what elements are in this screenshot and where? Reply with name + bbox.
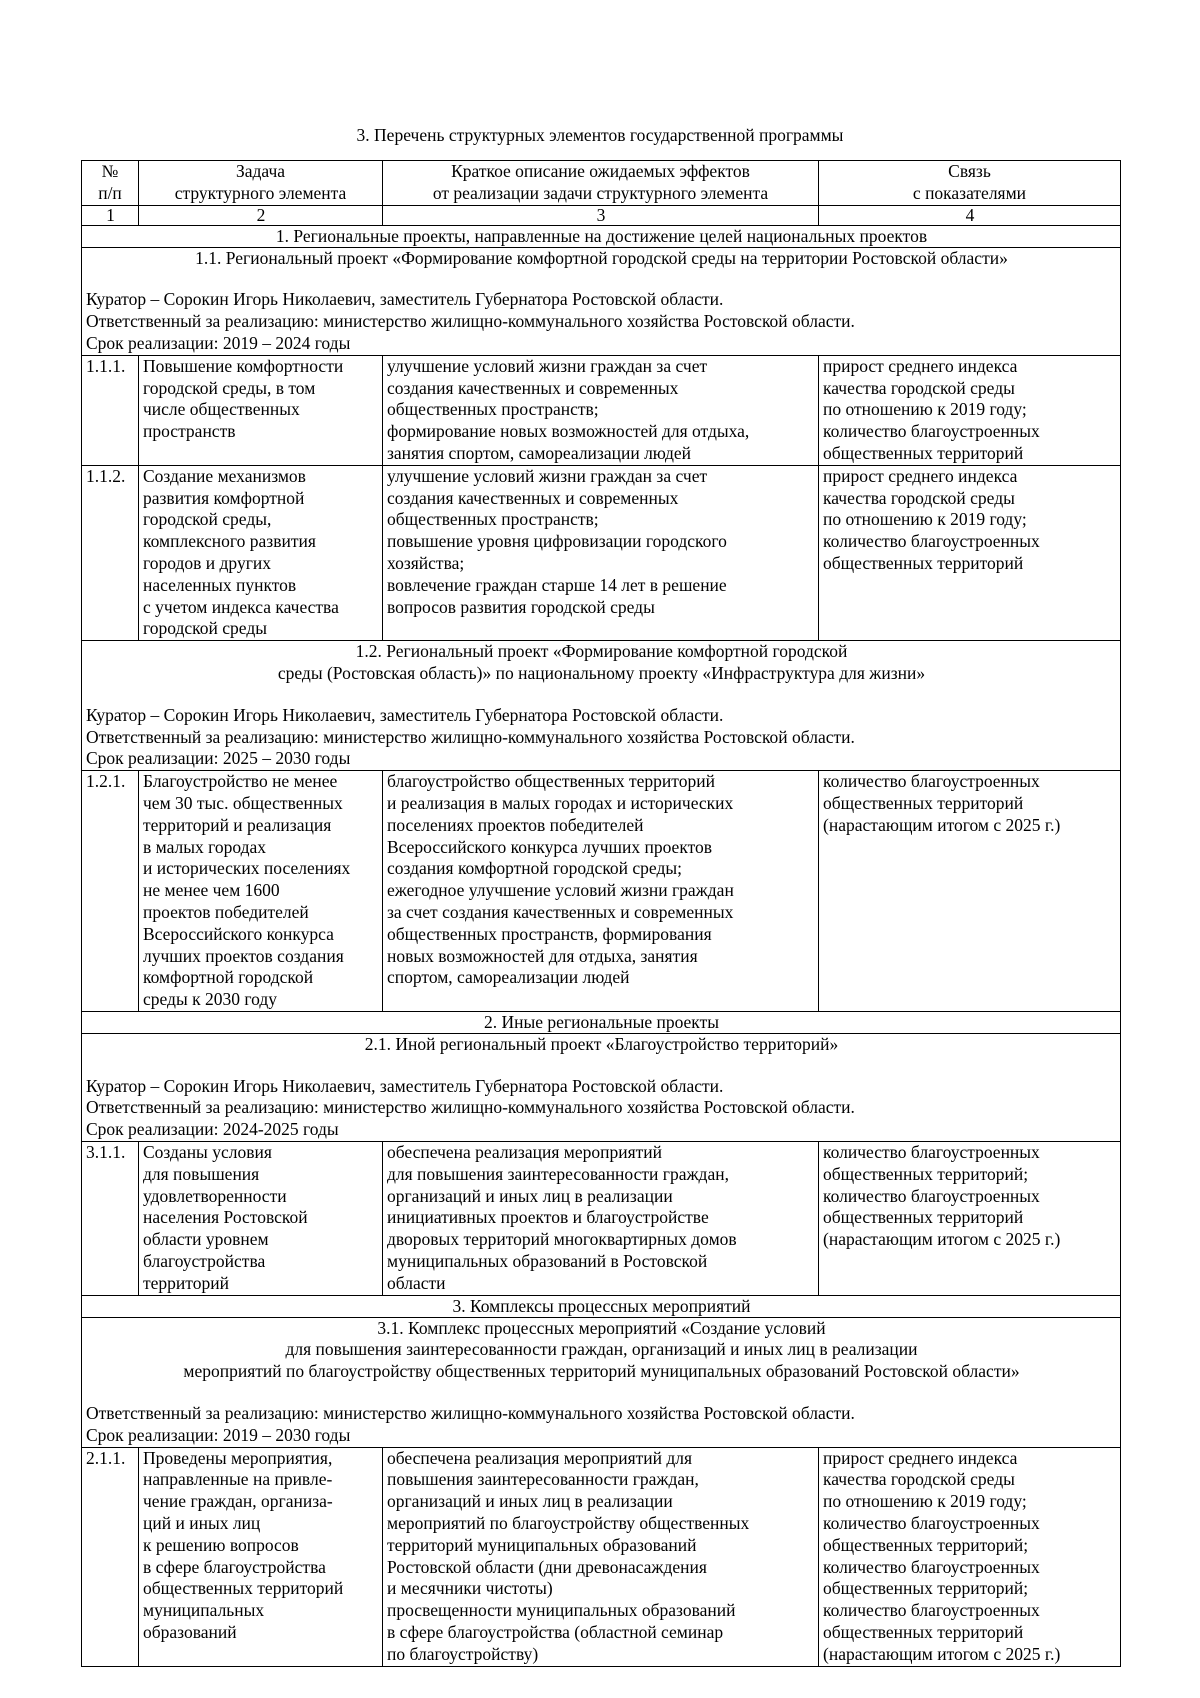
text-line: и реализация в малых городах и исторических (387, 792, 734, 813)
text-line: территорий (143, 1272, 229, 1293)
row-number: 1.2.1. (82, 771, 139, 1012)
text-line: прирост среднего индекса (823, 355, 1018, 376)
text-line: (нарастающим итогом с 2025 г.) (823, 1643, 1061, 1664)
column-number: 2 (139, 205, 383, 225)
row-indicators (819, 1447, 1121, 1666)
text-line: не менее чем 1600 (143, 880, 280, 901)
row-number: 3.1.1. (82, 1142, 139, 1296)
text-line: занятия спортом, самореализации людей (387, 442, 692, 463)
text-line: повышения заинтересованности граждан, (387, 1469, 699, 1490)
text-line: ежегодное улучшение условий жизни граждан (387, 880, 734, 901)
text-line: общественных территорий; (823, 1163, 1029, 1184)
row-indicators (819, 1142, 1121, 1296)
text-line: организаций и иных лиц в реализации (387, 1491, 673, 1512)
project-row (82, 1317, 1121, 1447)
text-line: от реализации задачи структурного элемента (432, 182, 769, 203)
text-line: среды к 2030 году (143, 989, 277, 1010)
table-row (82, 1447, 1121, 1666)
text-line: благоустройства (143, 1251, 266, 1272)
text-line: общественных территорий (823, 442, 1024, 463)
project-curator: Куратор – Сорокин Игорь Николаевич, заместитель Губернатора Ростовской области. (86, 704, 724, 725)
project-title (86, 1034, 1117, 1056)
text-line: образований (143, 1622, 237, 1643)
text-line: в сфере благоустройства (областной семинар (387, 1622, 724, 1643)
text-line: 2.1. Иной региональный проект «Благоустройство территорий» (364, 1033, 839, 1054)
project-responsible: Ответственный за реализацию: министерство жилищно-коммунального хозяйства Ростовской области. (86, 1403, 855, 1424)
text-line: обеспечена реализация мероприятий для (387, 1447, 693, 1468)
text-line: благоустройство общественных территорий (387, 771, 715, 792)
text-line: городской среды, в том (143, 377, 316, 398)
text-line: населения Ростовской (143, 1207, 308, 1228)
section-row (82, 225, 1121, 247)
column-number: 3 (383, 205, 819, 225)
text-line: в малых городах (143, 836, 267, 857)
text-line: общественных пространств; (387, 509, 599, 530)
text-line: области (387, 1272, 446, 1293)
header-indicators (819, 161, 1121, 206)
text-line: обеспечена реализация мероприятий (387, 1142, 663, 1163)
text-line: количество благоустроенных (823, 1185, 1040, 1206)
project-block (82, 247, 1121, 355)
table-header-row (82, 161, 1121, 206)
text-line: общественных территорий (823, 792, 1024, 813)
text-line: общественных пространств; (387, 399, 599, 420)
project-row (82, 641, 1121, 771)
text-line: повышение уровня цифровизации городского (387, 531, 727, 552)
project-responsible: Ответственный за реализацию: министерство жилищно-коммунального хозяйства Ростовской области. (86, 311, 855, 332)
section-title: 1. Региональные проекты, направленные на достижение целей национальных проектов (82, 225, 1121, 247)
text-line: Всероссийского конкурса лучших проектов (387, 836, 713, 857)
header-number (82, 161, 139, 206)
text-line: п/п (98, 182, 122, 203)
table-row (82, 465, 1121, 640)
section-title: 3. Комплексы процессных мероприятий (82, 1295, 1121, 1317)
text-line: комфортной городской (143, 967, 314, 988)
project-curator: Куратор – Сорокин Игорь Николаевич, заместитель Губернатора Ростовской области. (86, 1075, 724, 1096)
project-block (82, 1317, 1121, 1447)
project-responsible: Ответственный за реализацию: министерство жилищно-коммунального хозяйства Ростовской области. (86, 726, 855, 747)
text-line: ций и иных лиц (143, 1513, 261, 1534)
text-line: 3.1. Комплекс процессных мероприятий «Создание условий (377, 1317, 826, 1338)
text-line: общественных территорий (823, 552, 1024, 573)
text-line: вовлечение граждан старше 14 лет в решение (387, 574, 727, 595)
header-effects (383, 161, 819, 206)
text-line: количество благоустроенных (823, 1513, 1040, 1534)
text-line: области уровнем (143, 1229, 269, 1250)
text-line: мероприятий по благоустройству общественных (387, 1513, 750, 1534)
text-line: 1.1. Региональный проект «Формирование комфортной городской среды на территории Ростовской области» (195, 247, 1008, 268)
text-line: качества городской среды (823, 1469, 1015, 1490)
text-line: по благоустройству) (387, 1643, 539, 1664)
text-line: количество благоустроенных (823, 531, 1040, 552)
text-line: количество благоустроенных (823, 771, 1040, 792)
text-line: муниципальных (143, 1600, 265, 1621)
text-line: мероприятий по благоустройству общественных территорий муниципальных образований Ростовской области» (183, 1361, 1020, 1382)
text-line: спортом, самореализации людей (387, 967, 630, 988)
row-task (139, 771, 383, 1012)
text-line: муниципальных образований в Ростовской (387, 1251, 708, 1272)
text-line: количество благоустроенных (823, 1556, 1040, 1577)
text-line: количество благоустроенных (823, 1142, 1040, 1163)
table-row (82, 771, 1121, 1012)
text-line: среды (Ростовская область)» по национальному проекту «Инфраструктура для жизни» (277, 662, 926, 683)
text-line: улучшение условий жизни граждан за счет (387, 465, 708, 486)
text-line: развития комфортной (143, 487, 305, 508)
text-line: городской среды, (143, 509, 272, 530)
text-line: территорий и реализация (143, 814, 332, 835)
text-line: общественных территорий; (823, 1578, 1029, 1599)
text-line: создания качественных и современных (387, 487, 679, 508)
text-line: и месячники чистоты) (387, 1578, 553, 1599)
project-responsible: Ответственный за реализацию: министерство жилищно-коммунального хозяйства Ростовской области. (86, 1097, 855, 1118)
project-title (86, 248, 1117, 270)
text-line: общественных территорий (823, 1207, 1024, 1228)
text-line: структурного элемента (174, 182, 347, 203)
row-effects (383, 465, 819, 640)
project-block (82, 641, 1121, 771)
text-line: создания комфортной городской среды; (387, 858, 682, 879)
column-number-row (82, 205, 1121, 225)
text-line: числе общественных (143, 399, 300, 420)
text-line: удовлетворенности (143, 1185, 287, 1206)
text-line: с показателями (912, 182, 1027, 203)
section-title: 2. Иные региональные проекты (82, 1011, 1121, 1033)
row-task (139, 1142, 383, 1296)
text-line: и исторических поселениях (143, 858, 351, 879)
row-effects (383, 1142, 819, 1296)
text-line: 1.2. Региональный проект «Формирование комфортной городской (355, 641, 848, 662)
row-number: 1.1.1. (82, 355, 139, 465)
project-title (86, 1318, 1117, 1383)
text-line: для повышения заинтересованности граждан, организаций и иных лиц в реализации (285, 1339, 918, 1360)
text-line: к решению вопросов (143, 1534, 299, 1555)
text-line: Всероссийского конкурса (143, 923, 334, 944)
page-title: 3. Перечень структурных элементов государственной программы (356, 125, 844, 145)
row-task (139, 465, 383, 640)
project-curator: Куратор – Сорокин Игорь Николаевич, заместитель Губернатора Ростовской области. (86, 289, 724, 310)
text-line: за счет создания качественных и современных (387, 901, 734, 922)
text-line: населенных пунктов (143, 574, 297, 595)
text-line: общественных пространств, формирования (387, 923, 712, 944)
text-line: с учетом индекса качества (143, 596, 339, 617)
text-line: инициативных проектов и благоустройстве (387, 1207, 709, 1228)
project-row (82, 247, 1121, 355)
text-line: Связь (948, 161, 991, 181)
text-line: новых возможностей для отдыха, занятия (387, 945, 698, 966)
text-line: количество благоустроенных (823, 1600, 1040, 1621)
row-effects (383, 1447, 819, 1666)
text-line: проектов победителей (143, 901, 309, 922)
column-number: 1 (82, 205, 139, 225)
text-line: чем 30 тыс. общественных (143, 792, 343, 813)
text-line: городов и других (143, 552, 271, 573)
text-line: в сфере благоустройства (143, 1556, 326, 1577)
row-indicators (819, 355, 1121, 465)
text-line: по отношению к 2019 году; (823, 399, 1027, 420)
text-line: хозяйства; (387, 552, 465, 573)
text-line: вопросов развития городской среды (387, 596, 655, 617)
text-line: для повышения заинтересованности граждан, (387, 1163, 729, 1184)
row-indicators (819, 465, 1121, 640)
text-line: формирование новых возможностей для отдыха, (387, 421, 750, 442)
text-line: Краткое описание ожидаемых эффектов (451, 161, 750, 181)
text-line: по отношению к 2019 году; (823, 1491, 1027, 1512)
project-term: Срок реализации: 2024-2025 годы (86, 1119, 339, 1140)
text-line: Проведены мероприятия, (143, 1447, 333, 1468)
text-line: поселениях проектов победителей (387, 814, 644, 835)
table-row (82, 1142, 1121, 1296)
text-line: создания качественных и современных (387, 377, 679, 398)
text-line: прирост среднего индекса (823, 465, 1018, 486)
text-line: № (101, 161, 119, 181)
project-term: Срок реализации: 2025 – 2030 годы (86, 748, 351, 769)
project-block (82, 1033, 1121, 1141)
text-line: качества городской среды (823, 377, 1015, 398)
text-line: лучших проектов создания (143, 945, 344, 966)
header-task (139, 161, 383, 206)
text-line: пространств (143, 421, 236, 442)
text-line: количество благоустроенных (823, 421, 1040, 442)
structural-elements-table (81, 160, 1121, 1667)
section-row (82, 1295, 1121, 1317)
text-line: просвещенности муниципальных образований (387, 1600, 736, 1621)
text-line: (нарастающим итогом с 2025 г.) (823, 1229, 1061, 1250)
text-line: организаций и иных лиц в реализации (387, 1185, 673, 1206)
project-title (86, 641, 1117, 685)
row-task (139, 355, 383, 465)
row-number: 2.1.1. (82, 1447, 139, 1666)
text-line: Благоустройство не менее (143, 771, 338, 792)
text-line: прирост среднего индекса (823, 1447, 1018, 1468)
column-number: 4 (819, 205, 1121, 225)
text-line: общественных территорий (143, 1578, 344, 1599)
row-effects (383, 355, 819, 465)
text-line: (нарастающим итогом с 2025 г.) (823, 814, 1061, 835)
row-number: 1.1.2. (82, 465, 139, 640)
text-line: общественных территорий; (823, 1534, 1029, 1555)
text-line: территорий муниципальных образований (387, 1534, 697, 1555)
text-line: качества городской среды (823, 487, 1015, 508)
project-row (82, 1033, 1121, 1141)
text-line: городской среды (143, 618, 267, 639)
text-line: Повышение комфортности (143, 355, 344, 376)
text-line: Ростовской области (дни древонасаждения (387, 1556, 707, 1577)
text-line: комплексного развития (143, 531, 316, 552)
project-term: Срок реализации: 2019 – 2030 годы (86, 1424, 351, 1445)
text-line: Задача (235, 161, 286, 181)
text-line: Создание механизмов (143, 465, 306, 486)
text-line: направленные на привле- (143, 1469, 333, 1490)
text-line: чение граждан, организа- (143, 1491, 333, 1512)
text-line: по отношению к 2019 году; (823, 509, 1027, 530)
row-task (139, 1447, 383, 1666)
table-row (82, 355, 1121, 465)
text-line: улучшение условий жизни граждан за счет (387, 355, 708, 376)
project-term: Срок реализации: 2019 – 2024 годы (86, 332, 351, 353)
text-line: общественных территорий (823, 1622, 1024, 1643)
text-line: Созданы условия (143, 1142, 272, 1163)
section-row (82, 1011, 1121, 1033)
row-indicators (819, 771, 1121, 1012)
text-line: дворовых территорий многоквартирных домов (387, 1229, 737, 1250)
row-effects (383, 771, 819, 1012)
text-line: для повышения (143, 1163, 260, 1184)
